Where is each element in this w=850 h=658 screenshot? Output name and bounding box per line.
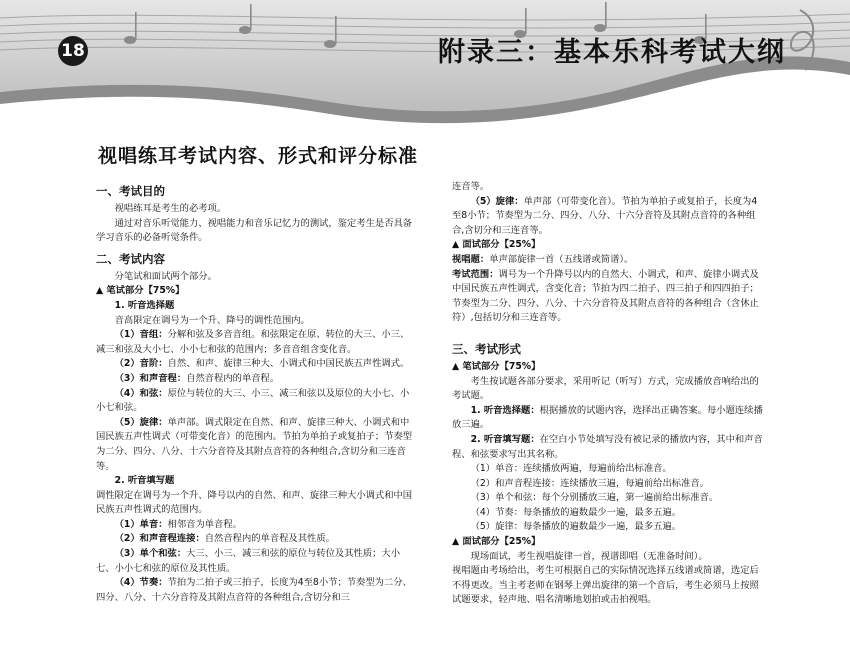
item-label: （2）音阶： [114,358,168,370]
paragraph: 现场面试，考生视唱旋律一首，视谱即唱（无准备时间）。 [470,550,708,562]
list-item: （4）节奏：每条播放的遍数最少一遍，最多五遍。 [470,506,682,518]
oral-part-heading: ▲ 面试部分【25%】 [452,536,541,548]
section-format-heading: 三、考试形式 [452,341,521,356]
item-label: （4）和弦： [114,387,168,399]
paragraph: 考生按试题各部分要求，采用听记（听写）方式，完成播放音响给出的考试题。 [452,375,759,402]
item-text: 调号为一个升降号以内的自然大、小调式，和声、旋律小调式及中国民族五声性调式，含变化音；节拍为四二拍子、四三拍子和四四拍子；节奏型为二分、四分、八分、十六分音符及其附点音符的各种组合（含休止符）,包括切分和三连音等。 [452,268,759,324]
item-label: 考试范围： [452,268,499,280]
paragraph: 视唱练耳是考生的必考项。 [114,203,227,214]
paragraph: 调性限定在调号为一个升、降号以内的自然、和声、旋律三种大小调式和中国民族五声性调式的范围内。 [96,489,413,516]
page-title: 视唱练耳考试内容、形式和评分标准 [98,145,419,167]
item-label: 视唱题： [452,253,490,265]
list-item: （5）旋律：每条播放的遍数最少一遍，最多五遍。 [470,521,682,533]
section-content-heading: 二、考试内容 [96,251,165,266]
list-item: （1）单音：连续播放两遍，每遍前给出标准音。 [470,463,672,475]
item-label: （3）和声音程： [114,372,187,384]
item-label: （5）旋律： [470,195,524,207]
paragraph: 视唱题由考场给出，考生可根据自己的实际情况选择五线谱或简谱，选定后不得更改。当主考老师在钢琴上弹出旋律的第一个音后，考生必须马上按照试题要求，轻声地、唱名清晰地划拍或击拍视唱。 [452,565,759,606]
item-label: （2）和声音程连接： [114,533,205,545]
list-item: （3）单个和弦：每个分别播放三遍，第一遍前给出标准音。 [470,492,719,504]
list-item: （2）和声音程连接：连续播放三遍，每遍前给出标准音。 [470,477,709,489]
item-text: 分解和弦及多音音组。和弦限定在原、转位的大三、小三、减三和弦及大小七、小小七和弦的范围内；多音音组含变化音。 [96,329,410,355]
item-text: 自然、和声、旋律三种大、小调式和中国民族五声性调式。 [167,358,410,370]
item-text: 单声部旋律一首（五线谱或简谱）。 [489,253,634,265]
item-label: 1. 听音选择题： [470,404,540,416]
left-column [96,184,414,605]
item-heading: 1. 听音选择题 [114,299,175,311]
item-heading: 2. 听音填写题 [114,475,175,487]
item-text: 在空白小节处填写没有被记录的播放内容，其中和声音程、和弦要求写出其名称。 [452,433,763,460]
item-label: （1）音组： [114,329,168,341]
item-label: （3）单个和弦： [114,548,187,560]
section-purpose-heading: 一、考试目的 [96,184,165,198]
item-label: 2. 听音填写题： [470,433,540,445]
item-text: 单声部（可带变化音）。节拍为单拍子或复拍子，长度为4至8小节；节奏型为二分、四分、八分、十六分音符及其附点音符的各种组合,含切分和三连音等。 [452,195,758,236]
written-part-heading: ▲ 笔试部分【75%】 [96,285,185,297]
right-column [452,180,764,608]
item-text: 自然音程内的单音程及其性质。 [204,533,335,545]
item-text: 相邻音为单音程。 [167,518,242,530]
item-text: 根据播放的试题内容，选择出正确答案。每小题连续播放三遍。 [452,404,763,431]
item-text: 节拍为二拍子或三拍子，长度为4至8小节；节奏型为二分、四分、八分、十六分音符及其附点音符的各种组合,含切分和三 [96,577,412,603]
page-number-badge: 18 [58,36,88,66]
oral-part-heading: ▲ 面试部分【25%】 [452,239,541,251]
paragraph: 音高限定在调号为一个升、降号的调性范围内。 [114,314,310,326]
paragraph: 通过对音乐听觉能力、视唱能力和音乐记忆力的测试，鉴定考生是否具备学习音乐的必备听觉条件。 [96,217,413,244]
item-label: （1）单音： [114,518,168,530]
item-text: 自然音程内的单音程。 [186,372,280,384]
item-text: 单声部。调式限定在自然、和声、旋律三种大、小调式和中国民族五声性调式（可带变化音）的范围内。节拍为单拍子或复拍子；节奏型为二分、四分、八分、十六分音符及其附点音符的各种组合,含切分和三连音等。 [96,416,413,472]
paragraph: 分笔试和面试两个部分。 [114,270,217,282]
item-text: 大三、小三、减三和弦的原位与转位及其性质；大小七、小小七和弦的原位及其性质。 [96,548,400,574]
item-label: （4）节奏： [114,577,168,589]
item-label: （5）旋律： [114,416,168,428]
written-part-heading: ▲ 笔试部分【75%】 [452,360,541,372]
appendix-title: 附录三：基本乐科考试大纲 [438,37,786,68]
item-text: 原位与转位的大三、小三、减三和弦以及原位的大小七、小小七和弦。 [96,387,410,414]
paragraph: 连音等。 [452,181,490,192]
